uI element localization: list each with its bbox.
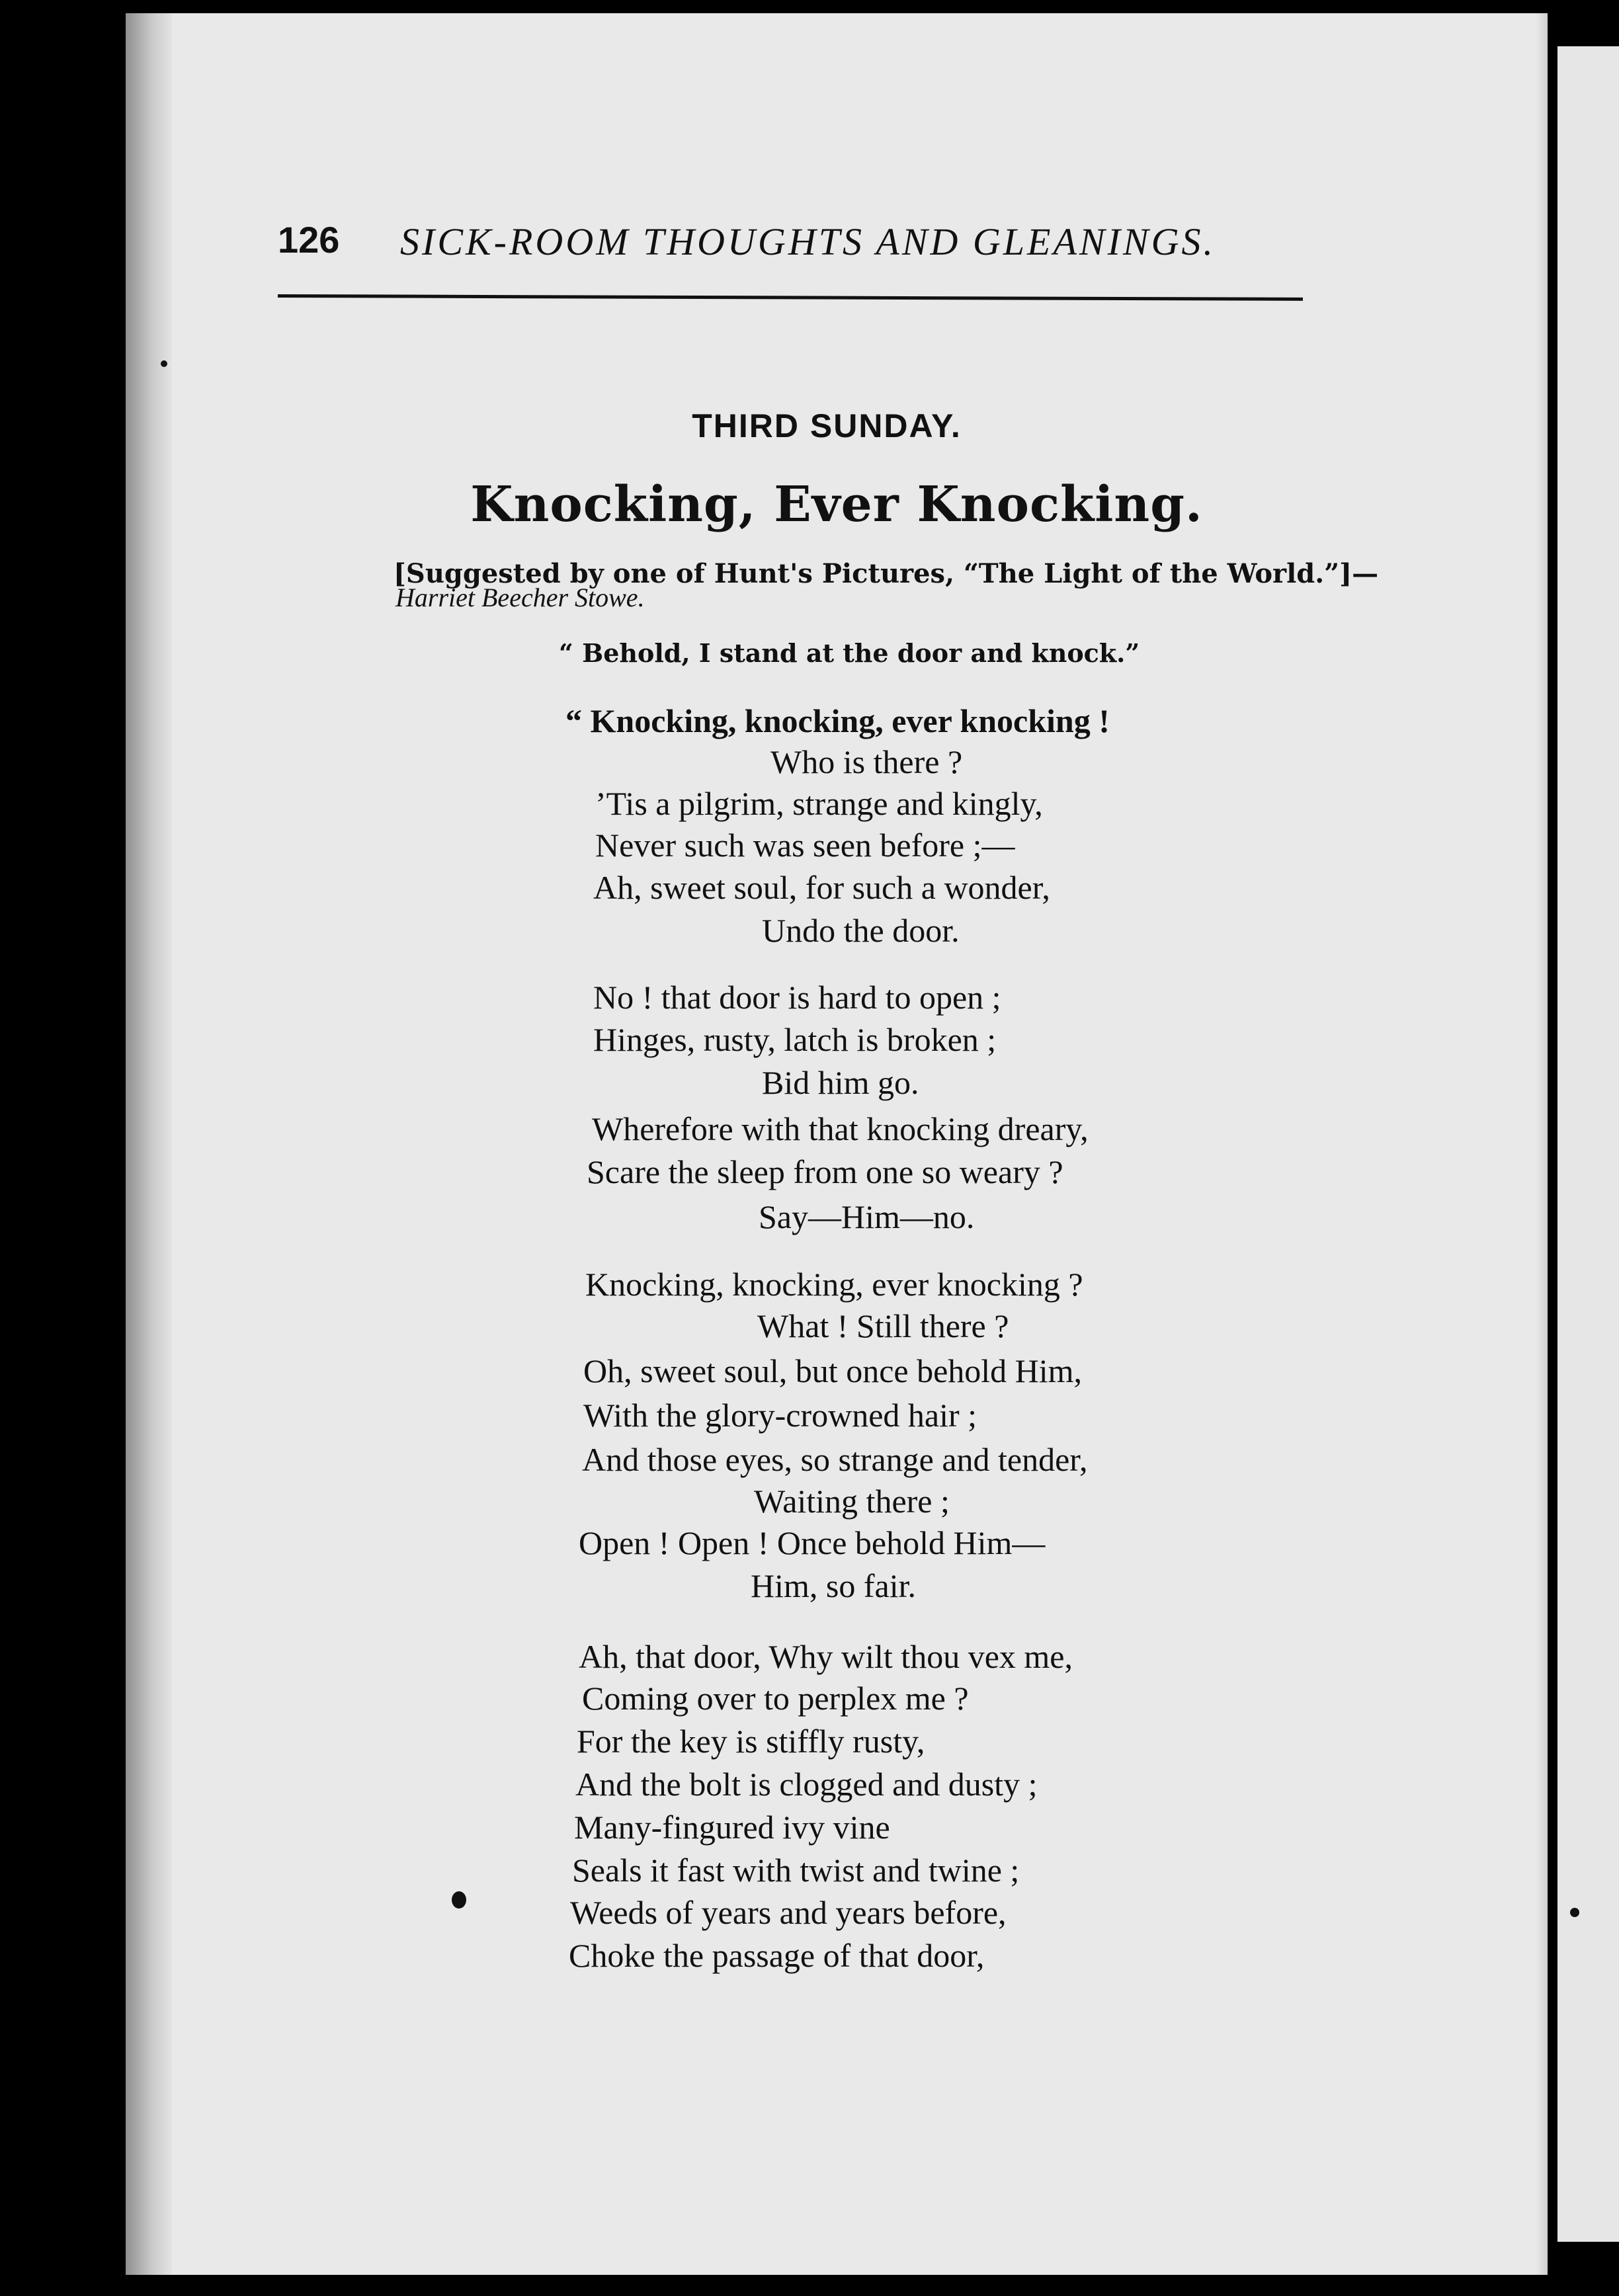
note-source: Harriet Beecher Stowe. [395,583,645,612]
poem-line: Open ! Open ! Once behold Him— [579,1524,1046,1561]
page-number: 126 [278,219,340,261]
poem-line: Hinges, rusty, latch is broken ; [593,1021,997,1058]
poem-line: Say—Him—no. [759,1198,975,1235]
poem-line: Many-fingured ivy vine [574,1809,890,1846]
poem-line: And the bolt is clogged and dusty ; [575,1766,1038,1803]
section-title: THIRD SUNDAY. [692,407,962,444]
poem-line: Ah, that door, Why wilt thou vex me, [579,1638,1073,1675]
poem-line: Seals it fast with twist and twine ; [572,1852,1020,1889]
epigraph: “ Behold, I stand at the door and knock.” [559,638,1140,668]
poem-line: Waiting there ; [754,1483,950,1520]
poem-line: Knocking, knocking, ever knocking ? [585,1266,1083,1303]
poem-line: Bid him go. [762,1064,919,1101]
ink-speck [1570,1908,1579,1917]
poem-line: For the key is stiffly rusty, [577,1723,925,1760]
poem-line: What ! Still there ? [757,1307,1009,1344]
poem-line: ’Tis a pilgrim, strange and kingly, [595,785,1043,822]
poem-line: Wherefore with that knocking dreary, [592,1110,1089,1147]
ink-speck [452,1891,466,1908]
poem-line: Weeds of years and years before, [570,1894,1007,1931]
poem-line: “ Knocking, knocking, ever knocking ! [565,702,1110,739]
running-head: SICK-ROOM THOUGHTS AND GLEANINGS. [400,220,1216,263]
poem-line: Coming over to perplex me ? [582,1680,969,1717]
editorial-note: [Suggested by one of Hunt's Pictures, “The Light of the World.”]— [394,558,1379,589]
poem-line: Choke the passage of that door, [569,1937,985,1974]
poem-line: Oh, sweet soul, but once behold Him, [583,1352,1083,1389]
poem-line: Undo the door. [762,912,960,949]
poem-line: Scare the sleep from one so weary ? [587,1153,1063,1190]
poem-line: Who is there ? [770,743,963,780]
ink-speck [161,360,167,367]
poem-line: Ah, sweet soul, for such a wonder, [593,869,1050,906]
poem-line: No ! that door is hard to open ; [593,979,1001,1016]
poem-line: And those eyes, so strange and tender, [582,1441,1088,1478]
poem-title: Knocking, Ever Knocking. [470,476,1203,533]
poem-line: With the glory-crowned hair ; [583,1397,977,1434]
poem-line: Never such was seen before ;— [595,827,1015,864]
poem-line: Him, so fair. [751,1567,916,1604]
